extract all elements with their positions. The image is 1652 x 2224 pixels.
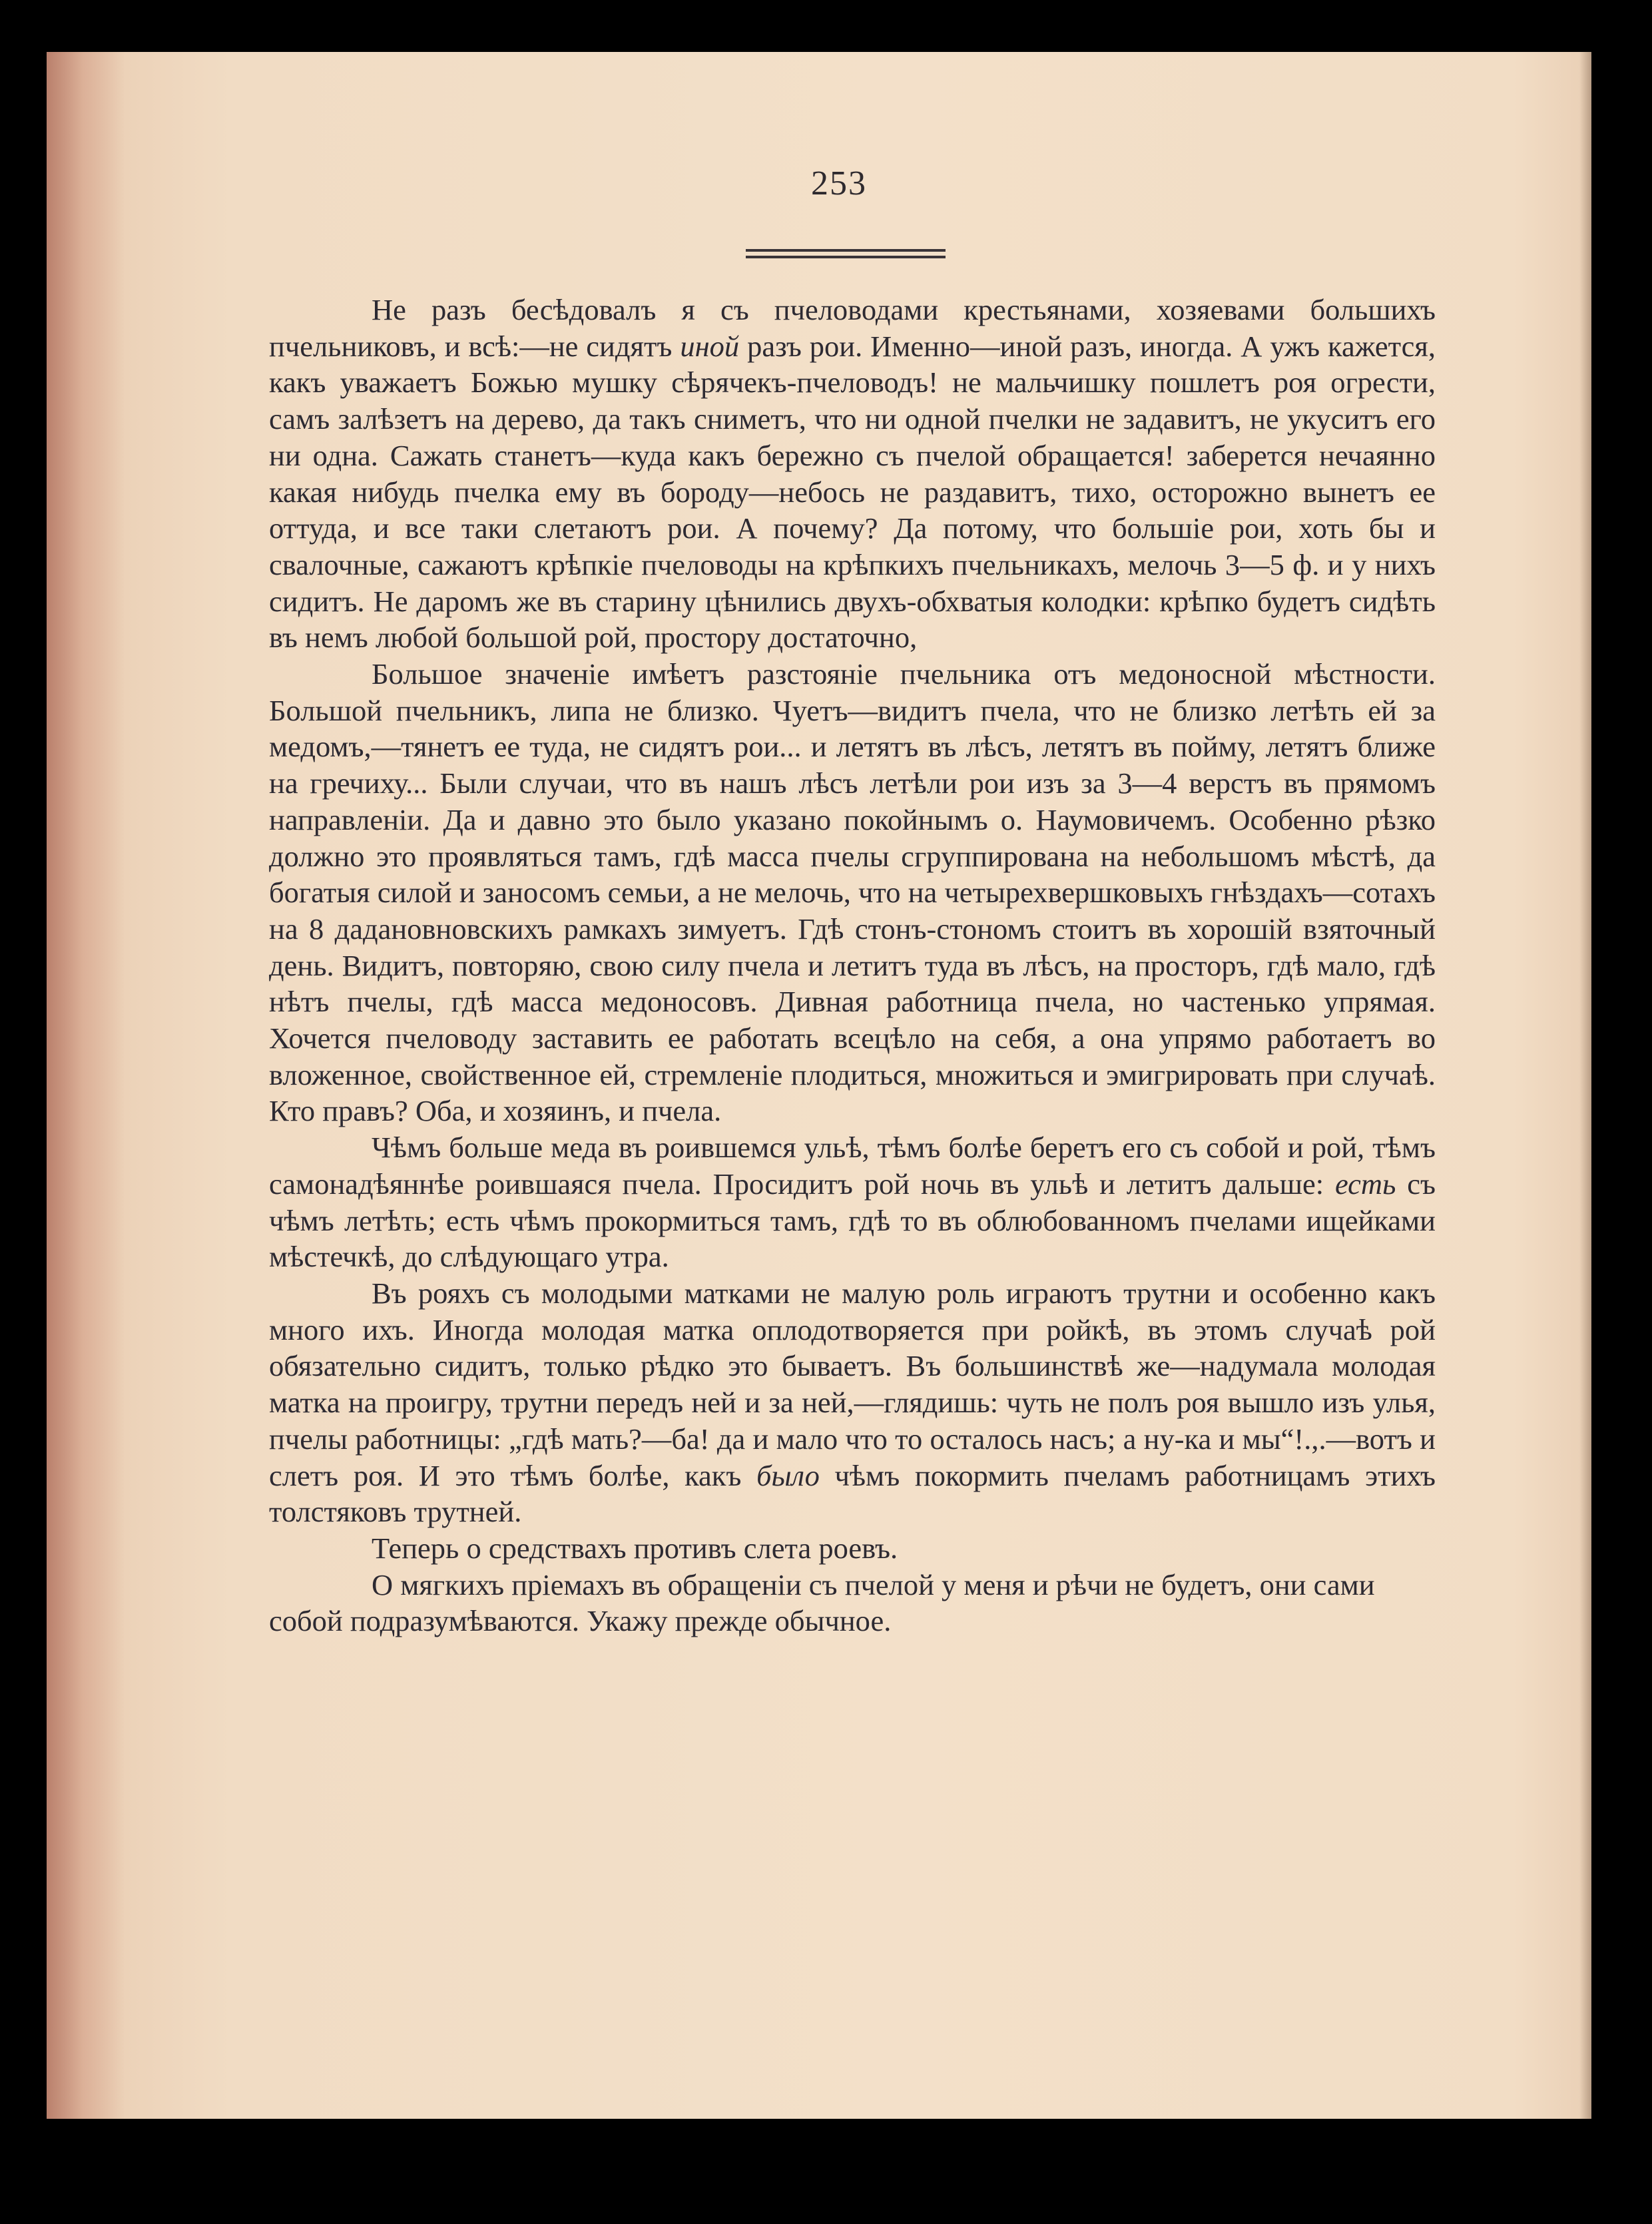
text-run: Большое значеніе имѣетъ разстояніе пчельника отъ медоносной мѣстности. Большой пчельникъ, липа не близко. Чуетъ—видитъ пчела, что не близко летѣть ей за медомъ,—тянетъ ее туда, не сидятъ рои... и летятъ въ лѣсъ, летятъ въ пойму, летятъ ближе на гречиху... Были случаи, что въ нашъ лѣсъ летѣли рои изъ за 3—4 верстъ въ прямомъ направленіи. Да и давно это было указано покойнымъ о. Наумовичемъ. Особенно рѣзко должно это проявляться тамъ, гдѣ масса пчелы сгруппирована на небольшомъ мѣстѣ, да богатыя силой и заносомъ семьи, а не мелочь, что на четырехвершковыхъ гнѣздахъ—сотахъ на 8 дадановновскихъ рамкахъ зимуетъ. Гдѣ стонъ-стономъ стоитъ въ хорошій взяточный день. Видитъ, повторяю, свою силу пчела и летитъ туда въ лѣсъ, на просторъ, гдѣ мало, гдѣ нѣтъ пчелы, гдѣ масса медоносовъ. Дивная работница пчела, но частенько упрямая. Хочется пчеловоду заставить ее работать всецѣло на себя, а она упрямо работаетъ во вложенное, свойственное ей, стремленіе плодиться, множиться и эмигрировать при случаѣ. Кто правъ? Оба, и хозяинъ, и пчела. [269,657,1436,1128]
italic-word: есть [1335,1167,1396,1201]
page-number: 253 [811,164,867,202]
paragraph [269,1129,1436,1275]
text-run: съ чѣмъ летѣть; есть чѣмъ прокормиться тамъ, гдѣ то въ облюбованномъ пчелами ищейками мѣстечкѣ, до слѣдующаго утра. [269,1167,1436,1274]
header-rule-top [746,249,946,252]
body-text [269,292,1436,1639]
paragraph [269,1567,1436,1639]
text-run: разъ рои. Именно—иной разъ, иногда. А ужъ кажется, какъ уважаетъ Божью мушку сѣрячекъ-пчеловодъ! не мальчишку пошлетъ роя огрести, самъ залѣзетъ на дерево, да такъ сниметъ, что ни одной пчелки не задавитъ, не укуситъ его ни одна. Сажать станетъ—куда какъ бережно съ пчелой обращается! заберется нечаянно какая нибудь пчелка ему въ бороду—небось не раздавитъ, тихо, осторожно вынетъ ее оттуда, и все таки слетаютъ рои. А почему? Да потому, что большіе рои, хоть бы и свалочные, сажаютъ крѣпкіе пчеловоды на крѣпкихъ пчельникахъ, мелочь 3—5 ф. и у нихъ сидитъ. Не даромъ же въ старину цѣнились двухъ-обхватыя колодки: крѣпко будетъ сидѣть въ немъ любой большой рой, простору достаточно, [269,329,1436,655]
text-run: Чѣмъ больше меда въ роившемся ульѣ, тѣмъ болѣе беретъ его съ собой и рой, тѣмъ самонадѣяннѣе роившаяся пчела. Просидитъ рой ночь въ ульѣ и летитъ дальше: [269,1131,1436,1201]
text-run: Не разъ бесѣдовалъ я съ пчеловодами крестьянами, хозяевами большихъ пчельниковъ, и всѣ:—не сидятъ [269,293,1436,363]
text-run: Въ рояхъ съ молодыми матками не малую роль играютъ трутни и особенно какъ много ихъ. Иногда молодая матка оплодотворяется при ройкѣ, въ этомъ случаѣ рой обязательно сидитъ, только рѣдко это бываетъ. Въ большинствѣ же—надумала молодая матка на проигру, трутни передъ ней и за ней,—глядишь: чуть не полъ роя вышло изъ улья, пчелы работницы: „гдѣ мать?—ба! да и мало что то осталось насъ; а ну-ка и мы“!.,.—вотъ и слетъ роя. И это тѣмъ болѣе, какъ [269,1276,1436,1492]
italic-word: иной [680,329,740,363]
page-edge-shadow [1579,52,1591,2119]
paragraph [269,1530,1436,1567]
italic-word: было [756,1458,820,1492]
header-rule-bottom [746,256,946,258]
text-run: Теперь о средствахъ противъ слета роевъ. [372,1531,898,1565]
paragraph [269,656,1436,1129]
paragraph [269,292,1436,656]
text-run: О мягкихъ пріемахъ въ обращеніи съ пчелой у меня и рѣчи не будетъ, они сами собой подразумѣваются. Укажу прежде обычное. [269,1567,1375,1638]
text-run: чѣмъ покормить пчеламъ работницамъ этихъ толстяковъ трутней. [269,1458,1436,1529]
binding-shadow [47,52,127,2119]
book-page [47,52,1591,2119]
paragraph [269,1275,1436,1530]
